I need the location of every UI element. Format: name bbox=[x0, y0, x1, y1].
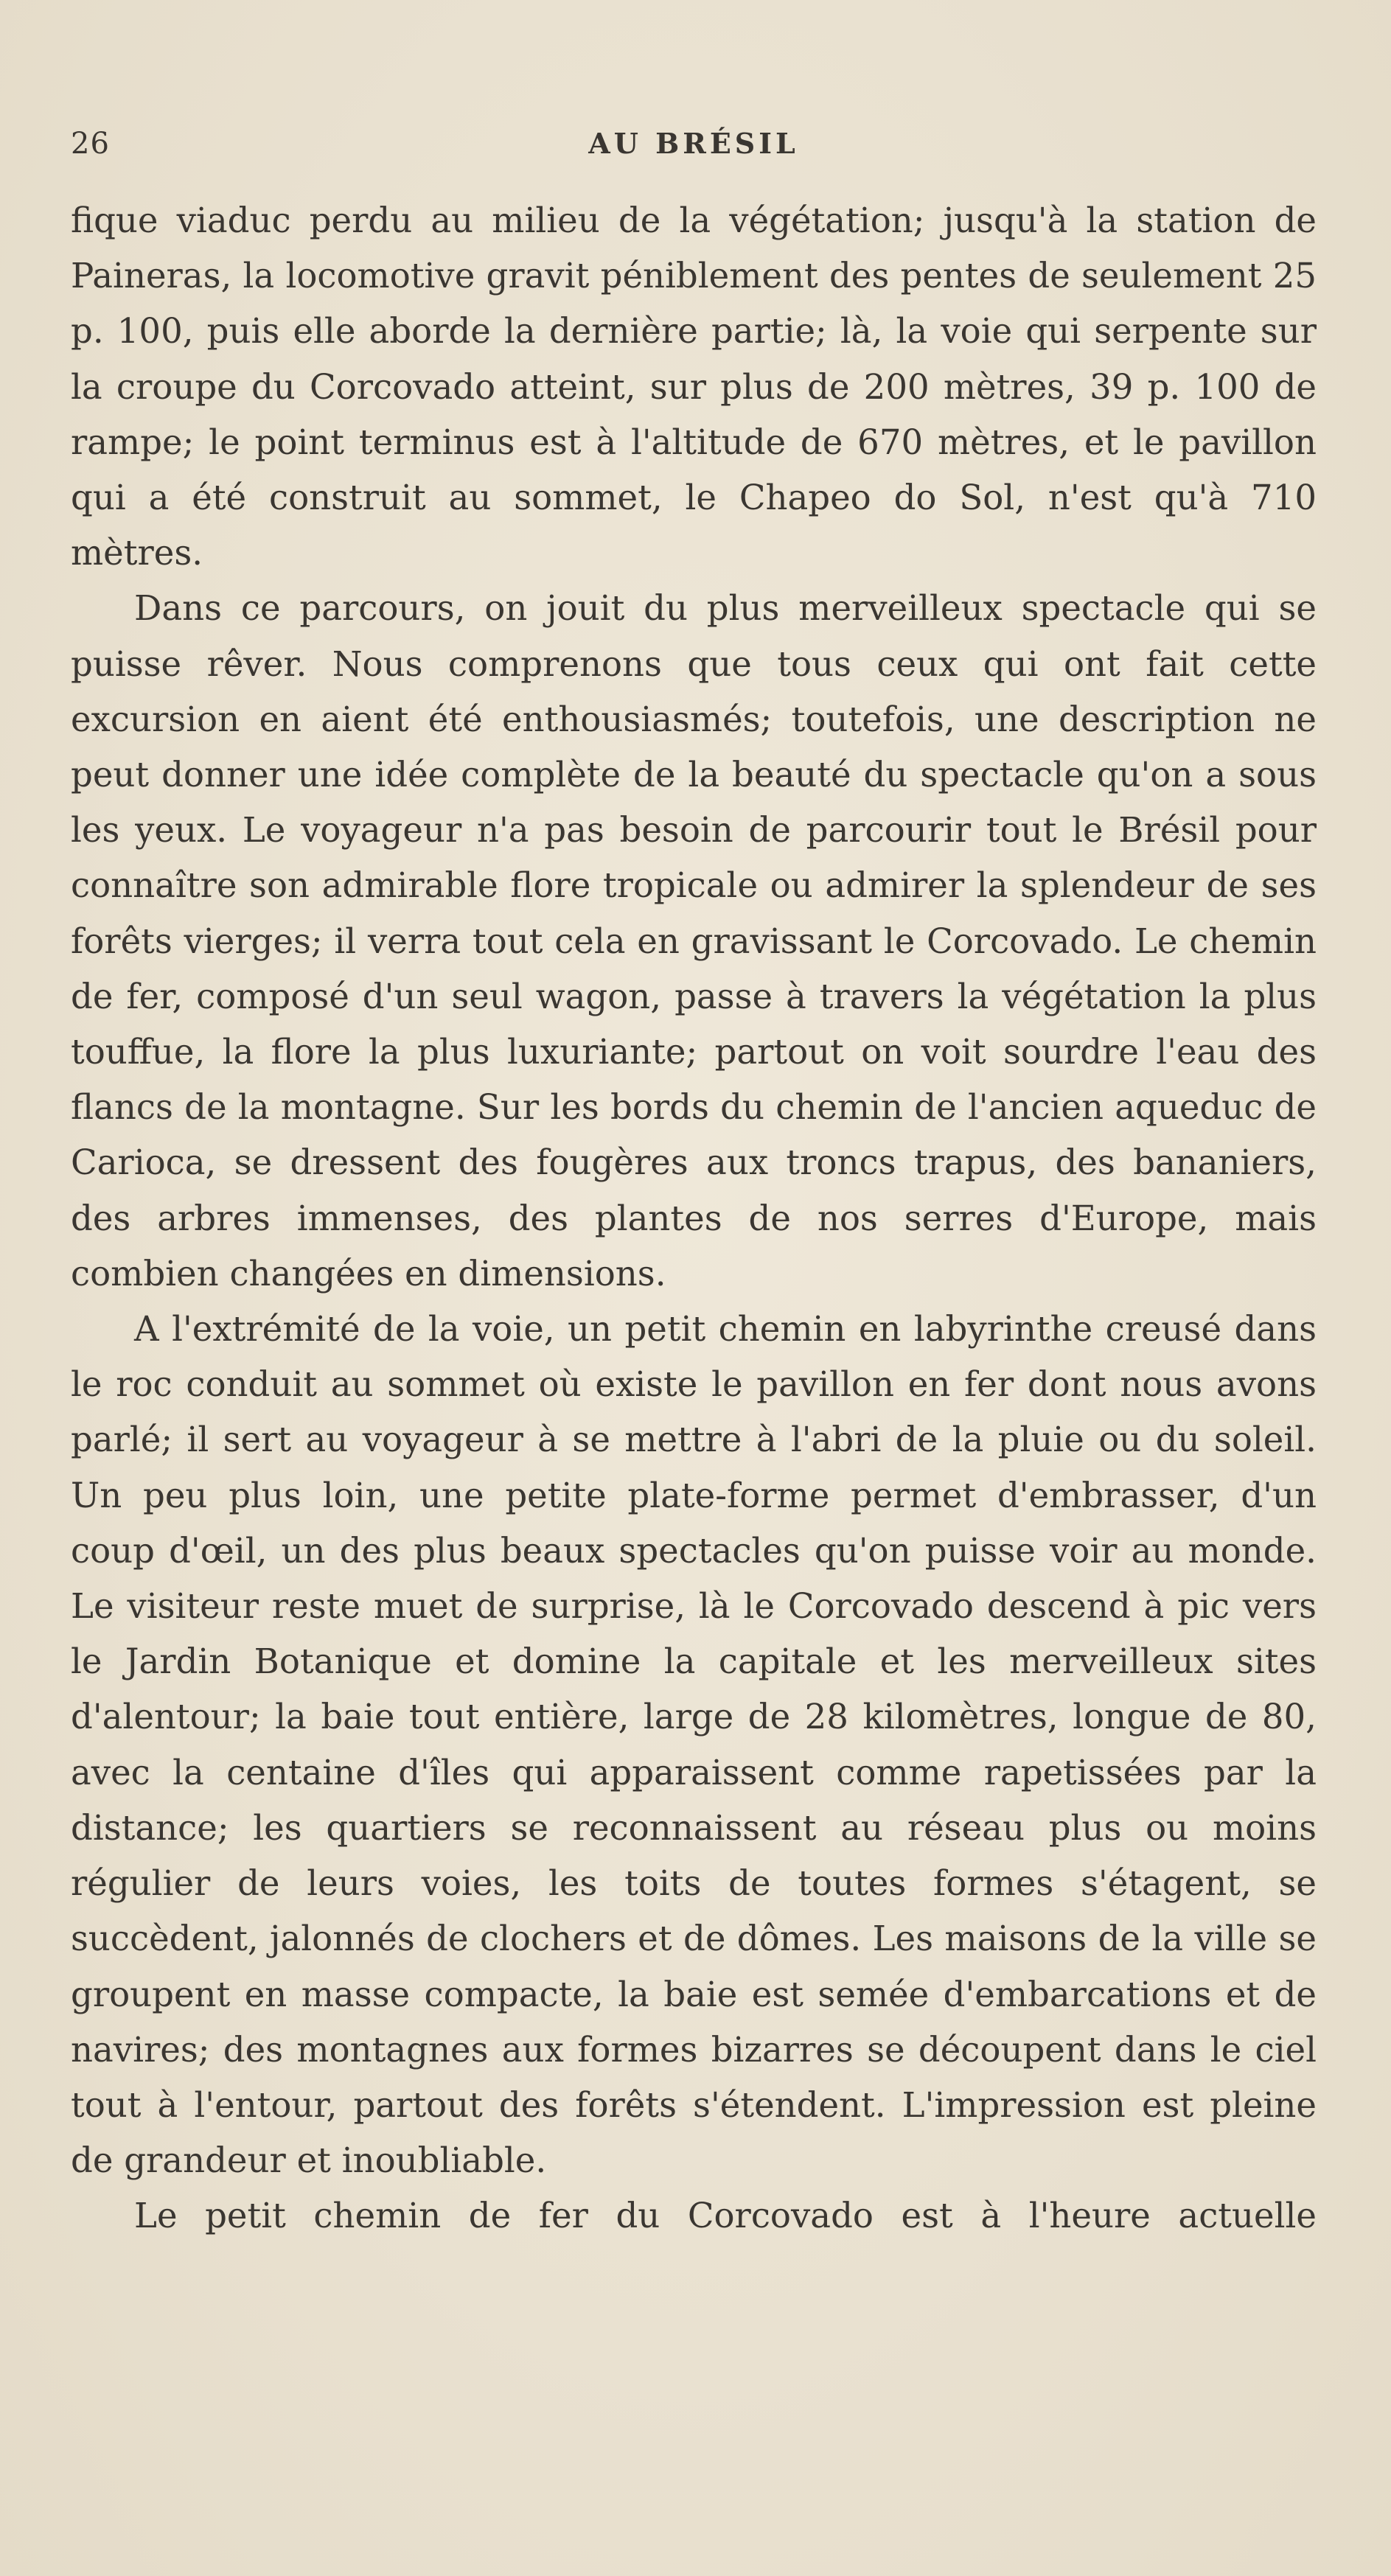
running-title: AU BRÉSIL bbox=[588, 127, 799, 160]
body-text bbox=[71, 193, 1317, 2244]
paragraph-summit: A l'extrémité de la voie, un petit chemin en labyrinthe creusé dans le roc conduit au sommet où existe le pavillon en fer dont nous avons parlé; il sert au voyageur à se mettre à l'abri de la pluie ou du soleil. Un peu plus loin, une petite plate-forme permet d'embrasser, d'un coup d'œil, un des plus beaux spectacles qu'on puisse voir au monde. Le visiteur reste muet de surprise, là le Corcovado descend à pic vers le Jardin Botanique et domine la capitale et les merveilleux sites d'alentour; la baie tout entière, large de 28 kilomètres, longue de 80, avec la centaine d'îles qui apparaissent comme rapetissées par la distance; les quartiers se reconnaissent au réseau plus ou moins régulier de leurs voies, les toits de toutes formes s'étagent, se succèdent, jalonnés de clochers et de dômes. Les maisons de la ville se groupent en masse compacte, la baie est semée d'embarcations et de navires; des montagnes aux formes bizarres se découpent dans le ciel tout à l'entour, partout des forêts s'étendent. L'impression est pleine de grandeur et inoubliable. bbox=[71, 1309, 1317, 2181]
paragraph-spectacle: Dans ce parcours, on jouit du plus merveilleux spectacle qui se puisse rêver. Nous comprenons que tous ceux qui ont fait cette excursion en aient été enthousiasmés; toutefois, une description ne peut donner une idée complète de la beauté du spectacle qu'on a sous les yeux. Le voyageur n'a pas besoin de parcourir tout le Brésil pour connaître son admirable flore tropicale ou admirer la splendeur de ses forêts vierges; il verra tout cela en gravissant le Corcovado. Le chemin de fer, composé d'un seul wagon, passe à travers la végétation la plus touffue, la flore la plus luxuriante; partout on voit sourdre l'eau des flancs de la montagne. Sur les bords du chemin de l'ancien aqueduc de Carioca, se dressent des fougères aux troncs trapus, des bananiers, des arbres immenses, des plantes de nos serres d'Europe, mais combien changées en dimensions. bbox=[71, 588, 1317, 1294]
paragraph-continuation: fique viaduc perdu au milieu de la végétation; jusqu'à la station de Paineras, la locomotive gravit péniblement des pentes de seulement 25 p. 100, puis elle aborde la dernière partie; là, la voie qui serpente sur la croupe du Corcovado atteint, sur plus de 200 mètres, 39 p. 100 de rampe; le point terminus est à l'altitude de 670 mètres, et le pavillon qui a été construit au sommet, le Chapeo do Sol, n'est qu'à 710 mètres. bbox=[71, 200, 1317, 573]
page-number: 26 bbox=[71, 127, 110, 161]
page-header bbox=[71, 111, 1317, 177]
paragraph-railway: Le petit chemin de fer du Corcovado est à l'heure actuelle bbox=[134, 2196, 1317, 2236]
